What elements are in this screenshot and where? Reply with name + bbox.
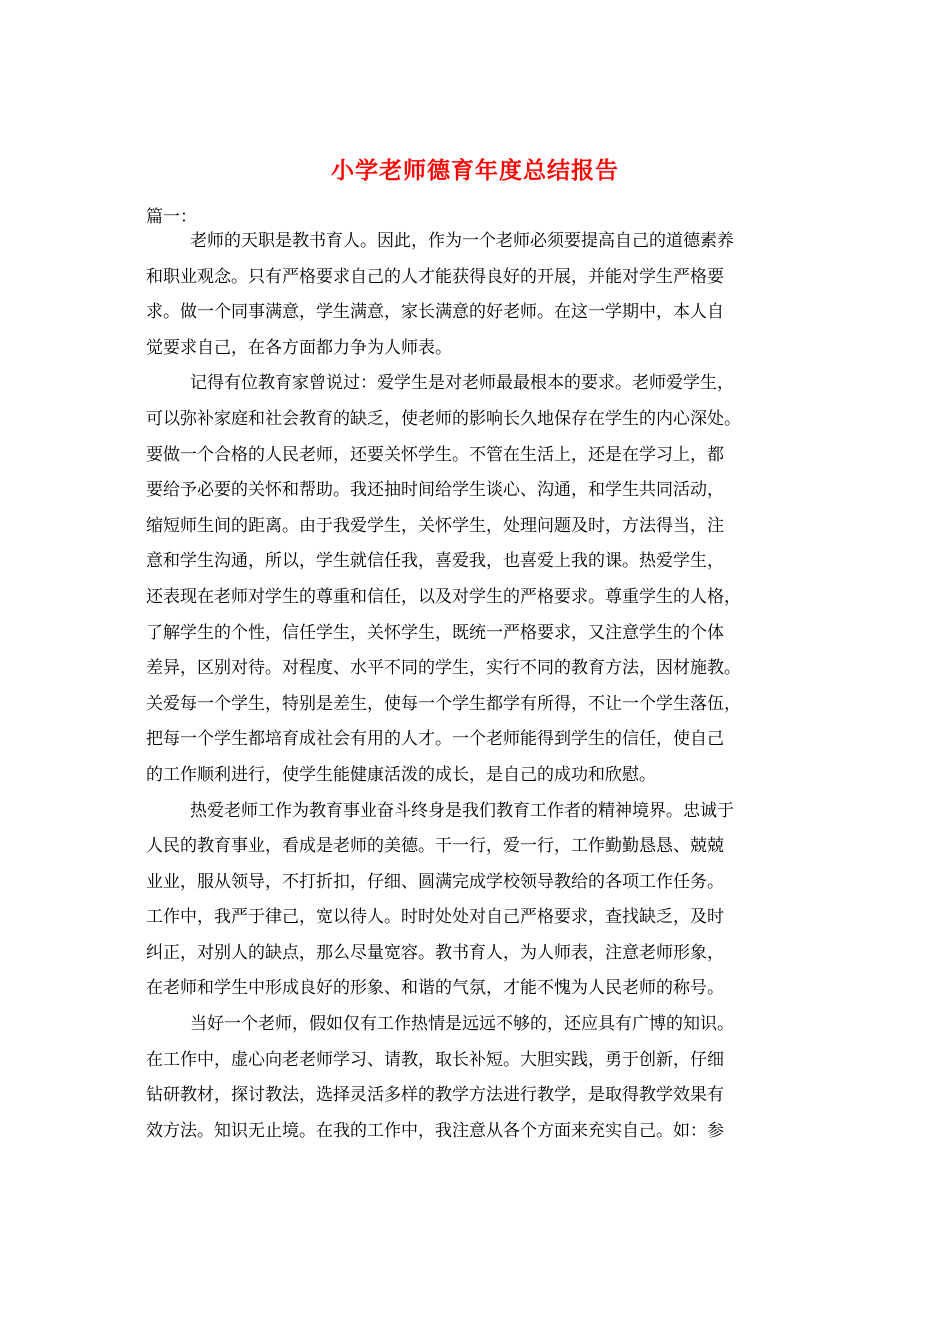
- text-line: 工作中，我严于律己，宽以待人。时时处处对自己严格要求，查找缺乏，及时: [146, 907, 724, 928]
- text-line: 意和学生沟通，所以，学生就信任我，喜爱我，也喜爱上我的课。热爱学生，: [146, 551, 724, 572]
- text-line: 当好一个老师，假如仅有工作热情是远远不够的，还应具有广博的知识。: [190, 1014, 734, 1035]
- text-line: 热爱老师工作为教育事业奋斗终身是我们教育工作者的精神境界。忠诚于: [190, 800, 734, 821]
- text-line: 缩短师生间的距离。由于我爱学生，关怀学生，处理问题及时，方法得当，注: [146, 515, 724, 536]
- body-text: [146, 224, 810, 1149]
- text-line: 求。做一个同事满意，学生满意，家长满意的好老师。在这一学期中，本人自: [146, 302, 724, 323]
- text-line: 和职业观念。只有严格要求自己的人才能获得良好的开展，并能对学生严格要: [146, 266, 724, 287]
- document-title: 小学老师德育年度总结报告: [331, 157, 619, 184]
- text-line: 可以弥补家庭和社会教育的缺乏，使老师的影响长久地保存在学生的内心深处。: [146, 408, 741, 429]
- text-line: 人民的教育事业，看成是老师的美德。干一行，爱一行，工作勤勤恳恳、兢兢: [146, 836, 724, 857]
- text-line: 要给予必要的关怀和帮助。我还抽时间给学生谈心、沟通，和学生共同活动，: [146, 480, 724, 501]
- text-line: 还表现在老师对学生的尊重和信任，以及对学生的严格要求。尊重学生的人格，: [146, 586, 741, 607]
- text-line: 效方法。知识无止境。在我的工作中，我注意从各个方面来充实自己。如：参: [146, 1120, 724, 1141]
- text-line: 记得有位教育家曾说过：爱学生是对老师最最根本的要求。老师爱学生，: [190, 373, 734, 394]
- text-line: 把每一个学生都培育成社会有用的人才。一个老师能得到学生的信任，使自己: [146, 729, 724, 750]
- text-line: 要做一个合格的人民老师，还要关怀学生。不管在生活上，还是在学习上，都: [146, 444, 724, 465]
- text-line: 的工作顺利进行，使学生能健康活泼的成长，是自己的成功和欣慰。: [146, 764, 656, 785]
- text-line: 业业，服从领导，不打折扣，仔细、圆满完成学校领导教给的各项工作任务。: [146, 871, 724, 892]
- text-line: 差异，区别对待。对程度、水平不同的学生，实行不同的教育方法，因材施教。: [146, 658, 741, 679]
- text-line: 在老师和学生中形成良好的形象、和谐的气氛，才能不愧为人民老师的称号。: [146, 978, 724, 999]
- text-line: 纠正，对别人的缺点，那么尽量宽容。教书育人，为人师表，注意老师形象，: [146, 942, 724, 963]
- section-label: 篇一：: [146, 207, 197, 227]
- text-line: 关爱每一个学生，特别是差生，使每一个学生都学有所得，不让一个学生落伍，: [146, 693, 741, 714]
- text-line: 了解学生的个性，信任学生，关怀学生，既统一严格要求，又注意学生的个体: [146, 622, 724, 643]
- text-line: 钻研教材，探讨教法，选择灵活多样的教学方法进行教学，是取得教学效果有: [146, 1085, 724, 1106]
- text-line: 觉要求自己，在各方面都力争为人师表。: [146, 337, 452, 358]
- text-line: 老师的天职是教书育人。因此，作为一个老师必须要提高自己的道德素养: [190, 231, 734, 251]
- text-line: 在工作中，虚心向老老师学习、请教，取长补短。大胆实践，勇于创新，仔细: [146, 1049, 724, 1070]
